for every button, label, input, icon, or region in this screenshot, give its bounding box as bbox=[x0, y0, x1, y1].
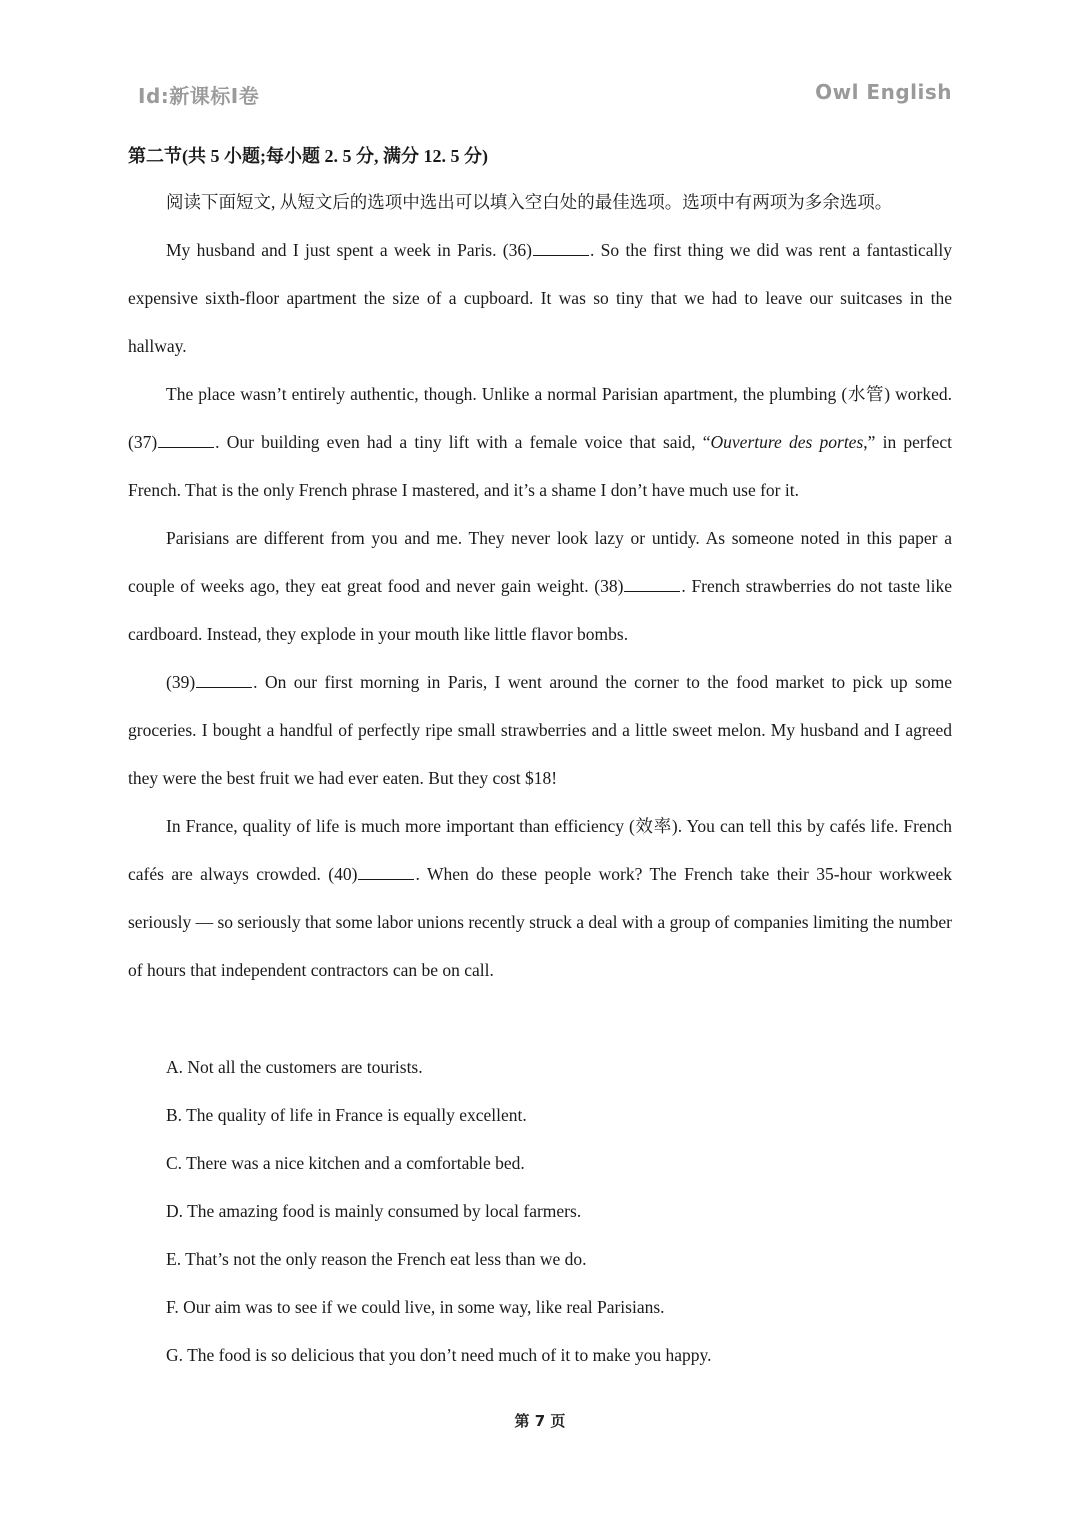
paragraph-text: ,” in perfect French. That is the only French phrase I mastered, and it’s a shame I don’t have much use for it. bbox=[128, 432, 952, 500]
passage-paragraph-5 bbox=[128, 802, 952, 994]
option-b: B. The quality of life in France is equally excellent. bbox=[166, 1105, 527, 1125]
paragraph-text: In France, quality of life is much more important than efficiency (效率). You can tell this by cafés life. French cafés are always crowded. (40) bbox=[128, 816, 952, 884]
header-id-label: Id:新课标I卷 bbox=[138, 84, 260, 108]
option-c: C. There was a nice kitchen and a comfortable bed. bbox=[166, 1153, 525, 1173]
passage-paragraph-3 bbox=[128, 514, 952, 658]
answer-blank-36[interactable] bbox=[533, 241, 589, 256]
passage-paragraph-1 bbox=[128, 226, 952, 370]
paragraph-text: . When do these people work? The French take their 35-hour workweek seriously — so seriously that some labor unions recently struck a deal with a group of companies limiting the number of hours that independent contractors can be on call. bbox=[128, 864, 952, 980]
passage-paragraph-2 bbox=[128, 370, 952, 514]
paragraph-text: . Our building even had a tiny lift with a female voice that said, “ bbox=[215, 432, 711, 452]
passage-paragraph-4 bbox=[128, 658, 952, 802]
option-e: E. That’s not the only reason the French eat less than we do. bbox=[166, 1249, 587, 1269]
answer-blank-39[interactable] bbox=[196, 673, 252, 688]
paragraph-text: My husband and I just spent a week in Paris. (36) bbox=[166, 240, 532, 260]
option-f: F. Our aim was to see if we could live, in some way, like real Parisians. bbox=[166, 1297, 665, 1317]
paragraph-text: . French strawberries do not taste like cardboard. Instead, they explode in your mouth like little flavor bombs. bbox=[128, 576, 952, 644]
options-list bbox=[166, 1043, 956, 1379]
option-d: D. The amazing food is mainly consumed by local farmers. bbox=[166, 1201, 582, 1221]
section-title: 第二节(共 5 小题;每小题 2. 5 分, 满分 12. 5 分) bbox=[128, 146, 488, 166]
paragraph-text: . So the first thing we did was rent a fantastically expensive sixth-floor apartment the size of a cupboard. It was so tiny that we had to leave our suitcases in the hallway. bbox=[128, 240, 952, 356]
passage-body bbox=[128, 178, 952, 994]
paragraph-text: (39) bbox=[166, 672, 196, 692]
page-number: 第 7 页 bbox=[514, 1412, 566, 1430]
option-a: A. Not all the customers are tourists. bbox=[166, 1057, 423, 1077]
paragraph-text: Parisians are different from you and me. They never look lazy or untidy. As someone noted in this paper a couple of weeks ago, they eat great food and never gain weight. (38) bbox=[128, 528, 952, 596]
header-brand-label: Owl English bbox=[815, 80, 952, 104]
answer-blank-38[interactable] bbox=[624, 577, 680, 592]
option-g: G. The food is so delicious that you don’t need much of it to make you happy. bbox=[166, 1345, 712, 1365]
italic-french-phrase: Ouverture des portes bbox=[710, 432, 864, 452]
paragraph-text: . On our first morning in Paris, I went around the corner to the food market to pick up some groceries. I bought a handful of perfectly ripe small strawberries and a little sweet melon. My husband and I agreed they were the best fruit we had ever eaten. But they cost $18! bbox=[128, 672, 952, 788]
instruction-text: 阅读下面短文, 从短文后的选项中选出可以填入空白处的最佳选项。选项中有两项为多余选项。 bbox=[166, 192, 893, 212]
answer-blank-40[interactable] bbox=[358, 865, 414, 880]
paragraph-text: The place wasn’t entirely authentic, though. Unlike a normal Parisian apartment, the plumbing (水管) worked. (37) bbox=[128, 384, 952, 452]
answer-blank-37[interactable] bbox=[158, 433, 214, 448]
